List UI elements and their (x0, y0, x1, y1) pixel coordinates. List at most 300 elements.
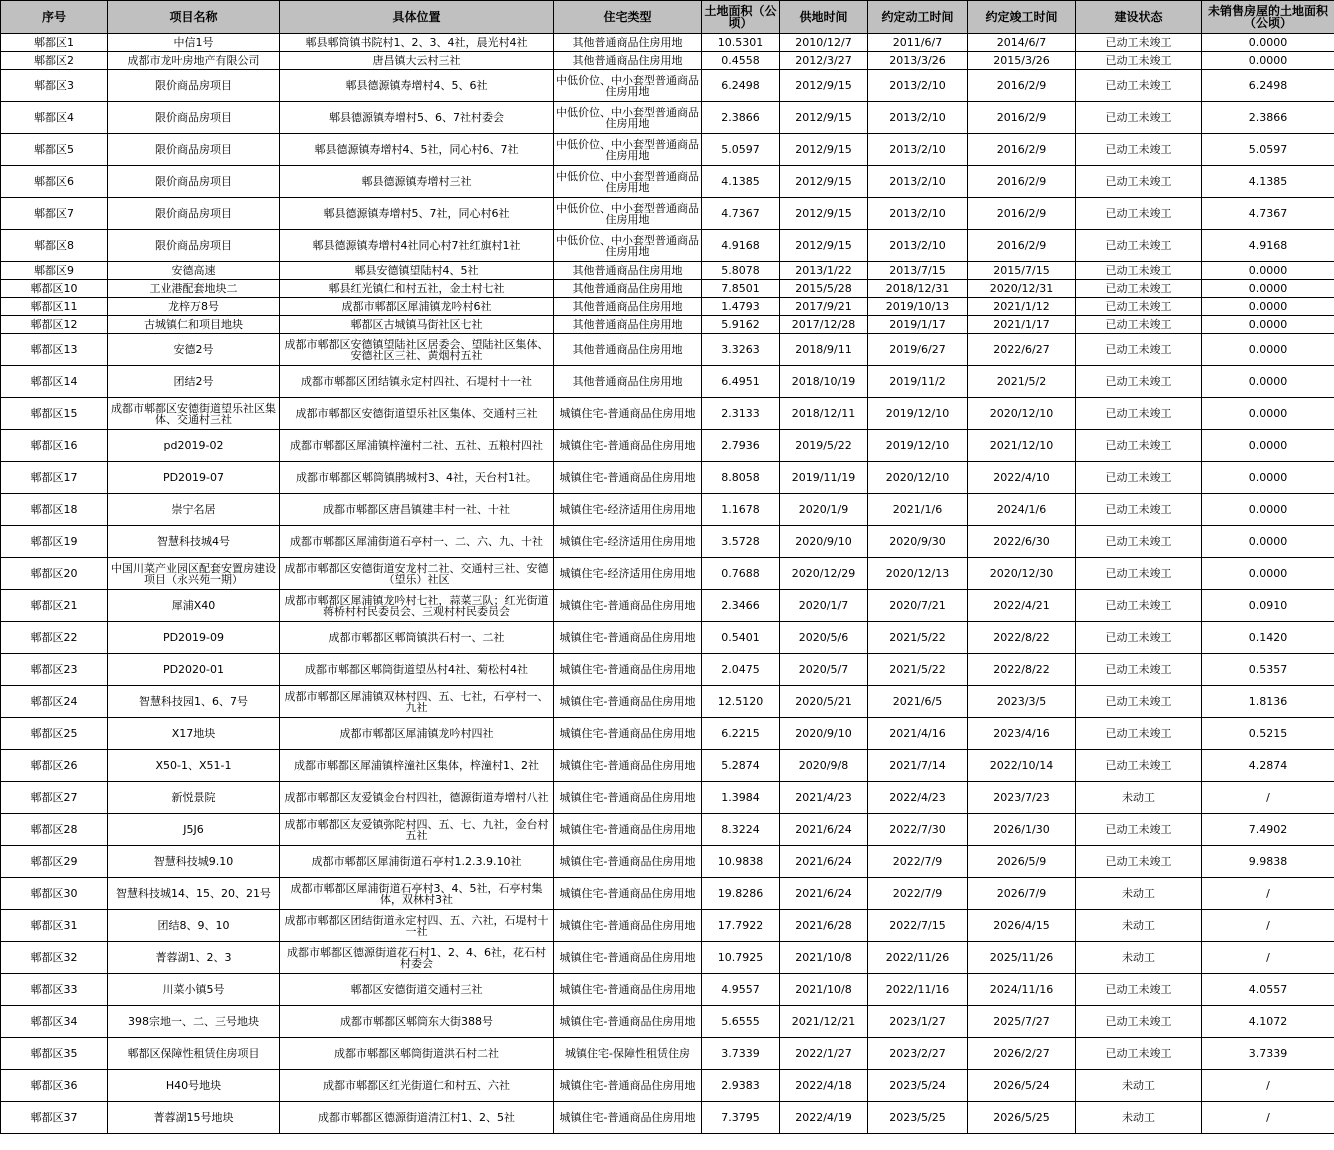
table-cell: 郫县德源镇寿增村三社 (280, 166, 554, 198)
header-cell: 约定竣工时间 (968, 1, 1076, 34)
table-cell: 中低价位、中小套型普通商品住房用地 (554, 134, 702, 166)
table-row (1, 942, 1334, 974)
table-cell: 郫都区2 (1, 52, 108, 70)
table-cell: 2013/1/22 (780, 262, 868, 280)
table-cell: 古城镇仁和项目地块 (108, 316, 280, 334)
table-cell: 2020/9/30 (868, 526, 968, 558)
table-cell: 成都市郫都区安德街道望乐社区集体、交通村三社 (280, 398, 554, 430)
table-cell: 成都市郫都区郫筒东大街388号 (280, 1006, 554, 1038)
table-cell: 限价商品房项目 (108, 70, 280, 102)
table-cell: 郫都区26 (1, 750, 108, 782)
table-row (1, 782, 1334, 814)
table-cell: 2021/6/24 (780, 814, 868, 846)
table-cell: 郫都区18 (1, 494, 108, 526)
table-cell: 郫都区21 (1, 590, 108, 622)
table-cell: 2021/4/23 (780, 782, 868, 814)
header-cell: 项目名称 (108, 1, 280, 34)
table-cell: 2013/2/10 (868, 102, 968, 134)
table-row (1, 102, 1334, 134)
table-cell: 郫都区12 (1, 316, 108, 334)
table-cell: 2019/12/10 (868, 398, 968, 430)
table-cell: 0.5357 (1202, 654, 1334, 686)
table-cell: 2021/5/22 (868, 654, 968, 686)
table-cell: 已动工未竣工 (1076, 280, 1202, 298)
table-cell: 限价商品房项目 (108, 198, 280, 230)
table-cell: 成都市郫都区安德镇望陆社区居委会、望陆社区集体、安德社区三社、黄烟村五社 (280, 334, 554, 366)
table-cell: 0.0910 (1202, 590, 1334, 622)
table-cell: 2012/9/15 (780, 166, 868, 198)
table-cell: 2020/5/7 (780, 654, 868, 686)
table-cell: 城镇住宅-普通商品住房用地 (554, 782, 702, 814)
table-cell: 安德2号 (108, 334, 280, 366)
table-row (1, 494, 1334, 526)
table-cell: 成都市郫都区犀浦镇龙吟村七社，蒜菜三队；红光街道蒋桥村村民委员会、三观村村民委员会 (280, 590, 554, 622)
table-cell: 2023/2/27 (868, 1038, 968, 1070)
table-cell: 2020/9/10 (780, 526, 868, 558)
table-cell: 成都市郫都区犀浦镇龙吟村6社 (280, 298, 554, 316)
table-cell: 10.9838 (702, 846, 780, 878)
table-cell: 2017/12/28 (780, 316, 868, 334)
table-cell: 成都市郫都区团结街道永定村四、五、六社，石堤村十一社 (280, 910, 554, 942)
table-cell: 1.8136 (1202, 686, 1334, 718)
table-cell: 0.5215 (1202, 718, 1334, 750)
table-cell: 郫都区19 (1, 526, 108, 558)
table-cell: 已动工未竣工 (1076, 298, 1202, 316)
table-cell: 郫都区23 (1, 654, 108, 686)
table-cell: / (1202, 942, 1334, 974)
table-cell: 郫县德源镇寿增村5、6、7社村委会 (280, 102, 554, 134)
table-cell: 成都市郫都区犀浦街道石亭村1.2.3.9.10社 (280, 846, 554, 878)
table-cell: 已动工未竣工 (1076, 102, 1202, 134)
table-row (1, 262, 1334, 280)
table-cell: 2020/12/31 (968, 280, 1076, 298)
table-row (1, 134, 1334, 166)
table-cell: 已动工未竣工 (1076, 526, 1202, 558)
table-cell: 成都市郫都区郫筒街道洪石村二社 (280, 1038, 554, 1070)
table-cell: 2022/4/19 (780, 1102, 868, 1134)
table-cell: 2021/6/24 (780, 846, 868, 878)
table-cell: 龙梓万8号 (108, 298, 280, 316)
table-row (1, 878, 1334, 910)
table-cell: 成都市郫都区德源街道花石村1、2、4、6社，花石村村委会 (280, 942, 554, 974)
table-cell: 2019/10/13 (868, 298, 968, 316)
table-cell: 2015/3/26 (968, 52, 1076, 70)
table-cell: 郫县郫筒镇书院村1、2、3、4社，晨光村4社 (280, 34, 554, 52)
table-row (1, 814, 1334, 846)
table-cell: 2011/6/7 (868, 34, 968, 52)
table-cell: 2012/9/15 (780, 134, 868, 166)
table-cell: 2014/6/7 (968, 34, 1076, 52)
table-cell: 郫都区29 (1, 846, 108, 878)
table-cell: 2022/7/9 (868, 878, 968, 910)
table-cell: 0.0000 (1202, 430, 1334, 462)
table-row (1, 846, 1334, 878)
table-cell: 已动工未竣工 (1076, 494, 1202, 526)
table-cell: 已动工未竣工 (1076, 1038, 1202, 1070)
header-cell: 土地面积（公顷） (702, 1, 780, 34)
table-cell: 4.9168 (702, 230, 780, 262)
table-cell: 2.3866 (702, 102, 780, 134)
table-cell: 郫都区11 (1, 298, 108, 316)
table-cell: 2021/10/8 (780, 974, 868, 1006)
table-cell: 未动工 (1076, 782, 1202, 814)
table-cell: 智慧科技园1、6、7号 (108, 686, 280, 718)
table-cell: 5.6555 (702, 1006, 780, 1038)
table-cell: 7.8501 (702, 280, 780, 298)
table-cell: 1.3984 (702, 782, 780, 814)
table-row (1, 430, 1334, 462)
table-cell: 2023/7/23 (968, 782, 1076, 814)
table-cell: 已动工未竣工 (1076, 398, 1202, 430)
table-cell: 2021/1/12 (968, 298, 1076, 316)
table-row (1, 590, 1334, 622)
table-cell: pd2019-02 (108, 430, 280, 462)
table-cell: 已动工未竣工 (1076, 166, 1202, 198)
table-cell: 3.3263 (702, 334, 780, 366)
table-row (1, 398, 1334, 430)
table-cell: 2013/2/10 (868, 230, 968, 262)
table-row (1, 298, 1334, 316)
table-cell: 2016/2/9 (968, 166, 1076, 198)
table-cell: 成都市郫都区唐昌镇建丰村一社、十社 (280, 494, 554, 526)
table-cell: 2021/7/14 (868, 750, 968, 782)
table-cell: 郫都区古城镇马街社区七社 (280, 316, 554, 334)
table-cell: 2018/9/11 (780, 334, 868, 366)
table-cell: 5.8078 (702, 262, 780, 280)
table-cell: 2021/6/5 (868, 686, 968, 718)
table-cell: 0.0000 (1202, 298, 1334, 316)
table-cell: 2023/5/24 (868, 1070, 968, 1102)
table-cell: 6.4951 (702, 366, 780, 398)
table-cell: X50-1、X51-1 (108, 750, 280, 782)
table-cell: 郫都区31 (1, 910, 108, 942)
table-cell: 3.5728 (702, 526, 780, 558)
table-cell: 郫都区安德街道交通村三社 (280, 974, 554, 1006)
header-cell: 未销售房屋的土地面积（公顷） (1202, 1, 1334, 34)
table-cell: 中低价位、中小套型普通商品住房用地 (554, 198, 702, 230)
table-cell: 中低价位、中小套型普通商品住房用地 (554, 230, 702, 262)
table-cell: 2022/11/26 (868, 942, 968, 974)
table-cell: 已动工未竣工 (1076, 462, 1202, 494)
table-cell: 4.9168 (1202, 230, 1334, 262)
table-cell: 2021/6/24 (780, 878, 868, 910)
table-row (1, 558, 1334, 590)
table-cell: 城镇住宅-普通商品住房用地 (554, 1006, 702, 1038)
table-cell: 郫县德源镇寿增村5、7社，同心村6社 (280, 198, 554, 230)
header-cell: 建设状态 (1076, 1, 1202, 34)
table-row (1, 198, 1334, 230)
table-cell: 郫都区7 (1, 198, 108, 230)
table-cell: 6.2498 (1202, 70, 1334, 102)
table-cell: 城镇住宅-经济适用住房用地 (554, 494, 702, 526)
table-cell: 2013/2/10 (868, 134, 968, 166)
table-cell: 其他普通商品住房用地 (554, 34, 702, 52)
table-cell: 郫县德源镇寿增村4、5、6社 (280, 70, 554, 102)
table-cell: 郫都区20 (1, 558, 108, 590)
table-cell: 成都市郫都区犀浦街道石亭村3、4、5社，石亭村集体，双林村3社 (280, 878, 554, 910)
table-cell: 菁蓉湖1、2、3 (108, 942, 280, 974)
table-cell: 4.1385 (1202, 166, 1334, 198)
table-cell: 郫县安德镇望陆村4、5社 (280, 262, 554, 280)
table-cell: 智慧科技城4号 (108, 526, 280, 558)
table-cell: 2013/2/10 (868, 70, 968, 102)
table-cell: 4.1072 (1202, 1006, 1334, 1038)
table-cell: 郫都区35 (1, 1038, 108, 1070)
table-cell: H40号地块 (108, 1070, 280, 1102)
table-cell: 城镇住宅-普通商品住房用地 (554, 1070, 702, 1102)
table-row (1, 1102, 1334, 1134)
table-cell: 团结8、9、10 (108, 910, 280, 942)
table-cell: 城镇住宅-普通商品住房用地 (554, 1102, 702, 1134)
table-cell: 10.5301 (702, 34, 780, 52)
table-cell: 2024/11/16 (968, 974, 1076, 1006)
table-cell: 2021/1/6 (868, 494, 968, 526)
table-cell: 5.9162 (702, 316, 780, 334)
table-row (1, 974, 1334, 1006)
table-cell: 已动工未竣工 (1076, 718, 1202, 750)
table-cell: 郫都区17 (1, 462, 108, 494)
table-cell: 工业港配套地块二 (108, 280, 280, 298)
table-cell: 成都市郫都区友爱镇弥陀村四、五、七、九社，金台村五社 (280, 814, 554, 846)
table-cell: 其他普通商品住房用地 (554, 334, 702, 366)
table-cell: 2020/12/29 (780, 558, 868, 590)
table-cell: 2018/10/19 (780, 366, 868, 398)
table-cell: 398宗地一、二、三号地块 (108, 1006, 280, 1038)
table-cell: 城镇住宅-经济适用住房用地 (554, 558, 702, 590)
table-cell: 郫都区13 (1, 334, 108, 366)
table-cell: 2016/2/9 (968, 102, 1076, 134)
table-cell: 已动工未竣工 (1076, 316, 1202, 334)
table-cell: 其他普通商品住房用地 (554, 316, 702, 334)
table-cell: 团结2号 (108, 366, 280, 398)
table-cell: 8.3224 (702, 814, 780, 846)
table-cell: 成都市郫都区德源街道清江村1、2、5社 (280, 1102, 554, 1134)
table-cell: 郫都区32 (1, 942, 108, 974)
table-cell: 6.2215 (702, 718, 780, 750)
table-cell: 已动工未竣工 (1076, 622, 1202, 654)
table-cell: 已动工未竣工 (1076, 654, 1202, 686)
table-row (1, 622, 1334, 654)
table-cell: / (1202, 1070, 1334, 1102)
table-cell: 已动工未竣工 (1076, 686, 1202, 718)
table-cell: 2012/9/15 (780, 70, 868, 102)
table-cell: 城镇住宅-普通商品住房用地 (554, 878, 702, 910)
table-cell: 2019/1/17 (868, 316, 968, 334)
table-cell: 0.4558 (702, 52, 780, 70)
table-cell: 新悦景院 (108, 782, 280, 814)
table-cell: X17地块 (108, 718, 280, 750)
table-cell: 2021/5/2 (968, 366, 1076, 398)
table-cell: 9.9838 (1202, 846, 1334, 878)
table-body (1, 34, 1334, 1134)
table-cell: 2022/4/10 (968, 462, 1076, 494)
table-cell: 已动工未竣工 (1076, 430, 1202, 462)
table-cell: 2016/2/9 (968, 230, 1076, 262)
table-cell: 10.7925 (702, 942, 780, 974)
table-cell: 3.7339 (1202, 1038, 1334, 1070)
table-cell: / (1202, 782, 1334, 814)
table-cell: 2026/5/24 (968, 1070, 1076, 1102)
table-cell: 已动工未竣工 (1076, 750, 1202, 782)
header-row (1, 1, 1334, 34)
header-cell: 住宅类型 (554, 1, 702, 34)
table-cell: 城镇住宅-普通商品住房用地 (554, 430, 702, 462)
table-cell: 4.1385 (702, 166, 780, 198)
table-cell: 2.3466 (702, 590, 780, 622)
table-cell: 2012/3/27 (780, 52, 868, 70)
table-cell: 成都市郫都区犀浦镇龙吟村四社 (280, 718, 554, 750)
table-cell: 7.4902 (1202, 814, 1334, 846)
table-cell: 1.1678 (702, 494, 780, 526)
table-cell: 郫都区6 (1, 166, 108, 198)
table-cell: 城镇住宅-普通商品住房用地 (554, 622, 702, 654)
table-cell: 已动工未竣工 (1076, 230, 1202, 262)
table-cell: 已动工未竣工 (1076, 262, 1202, 280)
table-cell: 2022/7/30 (868, 814, 968, 846)
table-cell: 成都市郫都区犀浦镇梓潼村二社、五社、五粮村四社 (280, 430, 554, 462)
table-cell: 6.2498 (702, 70, 780, 102)
table-cell: 中低价位、中小套型普通商品住房用地 (554, 102, 702, 134)
table-cell: 已动工未竣工 (1076, 334, 1202, 366)
table-cell: 郫县德源镇寿增村4、5社，同心村6、7社 (280, 134, 554, 166)
table-cell: 2015/7/15 (968, 262, 1076, 280)
table-cell: 0.0000 (1202, 526, 1334, 558)
table-cell: 未动工 (1076, 1070, 1202, 1102)
table-cell: 限价商品房项目 (108, 230, 280, 262)
table-cell: 2023/1/27 (868, 1006, 968, 1038)
table-cell: 郫都区9 (1, 262, 108, 280)
table-row (1, 686, 1334, 718)
table-cell: 郫都区33 (1, 974, 108, 1006)
table-cell: 成都市郫都区犀浦街道石亭村一、二、六、九、十社 (280, 526, 554, 558)
table-cell: 2017/9/21 (780, 298, 868, 316)
table-cell: 城镇住宅-经济适用住房用地 (554, 526, 702, 558)
table-cell: 成都市郫都区友爱镇金台村四社，德源街道寿增村八社 (280, 782, 554, 814)
table-cell: 2021/5/22 (868, 622, 968, 654)
table-cell: 城镇住宅-普通商品住房用地 (554, 814, 702, 846)
table-cell: 未动工 (1076, 910, 1202, 942)
table-row (1, 166, 1334, 198)
table-cell: 郫都区22 (1, 622, 108, 654)
table-row (1, 718, 1334, 750)
table-cell: 已动工未竣工 (1076, 134, 1202, 166)
table-cell: 限价商品房项目 (108, 134, 280, 166)
table-cell: 2022/6/30 (968, 526, 1076, 558)
table-cell: 0.0000 (1202, 558, 1334, 590)
table-cell: 已动工未竣工 (1076, 974, 1202, 1006)
table-cell: 2026/5/25 (968, 1102, 1076, 1134)
table-cell: 2013/3/26 (868, 52, 968, 70)
table-cell: 城镇住宅-普通商品住房用地 (554, 910, 702, 942)
table-cell: 成都市龙叶房地产有限公司 (108, 52, 280, 70)
table-cell: 成都市郫都区红光街道仁和村五、六社 (280, 1070, 554, 1102)
table-cell: 0.7688 (702, 558, 780, 590)
table-cell: 郫都区10 (1, 280, 108, 298)
table-cell: PD2019-07 (108, 462, 280, 494)
table-cell: 郫都区27 (1, 782, 108, 814)
table-row (1, 462, 1334, 494)
table-cell: 成都市郫都区团结镇永定村四社、石堤村十一社 (280, 366, 554, 398)
table-row (1, 34, 1334, 52)
table-cell: 2026/2/27 (968, 1038, 1076, 1070)
table-cell: 2021/10/8 (780, 942, 868, 974)
table-cell: 2020/5/6 (780, 622, 868, 654)
table-cell: 已动工未竣工 (1076, 34, 1202, 52)
table-cell: 未动工 (1076, 1102, 1202, 1134)
table-cell: 2021/12/10 (968, 430, 1076, 462)
table-cell: 2020/5/21 (780, 686, 868, 718)
table-cell: 未动工 (1076, 878, 1202, 910)
table-cell: 0.5401 (702, 622, 780, 654)
table-row (1, 334, 1334, 366)
table-cell: 郫都区30 (1, 878, 108, 910)
table-cell: 2022/11/16 (868, 974, 968, 1006)
table-cell: 0.0000 (1202, 462, 1334, 494)
table-cell: 17.7922 (702, 910, 780, 942)
table-cell: 0.0000 (1202, 398, 1334, 430)
table-cell: PD2019-09 (108, 622, 280, 654)
table-cell: 郫都区16 (1, 430, 108, 462)
table-cell: 郫都区保障性租赁住房项目 (108, 1038, 280, 1070)
table-cell: 2.9383 (702, 1070, 780, 1102)
header-cell: 供地时间 (780, 1, 868, 34)
table-cell: 2020/12/10 (868, 462, 968, 494)
table-cell: 4.0557 (1202, 974, 1334, 1006)
table-cell: 城镇住宅-普通商品住房用地 (554, 942, 702, 974)
table-cell: 2020/12/10 (968, 398, 1076, 430)
table-row (1, 654, 1334, 686)
table-cell: 城镇住宅-普通商品住房用地 (554, 718, 702, 750)
table-cell: 城镇住宅-普通商品住房用地 (554, 654, 702, 686)
table-cell: 2012/9/15 (780, 198, 868, 230)
table-cell: 2013/2/10 (868, 166, 968, 198)
table-cell: 2019/11/19 (780, 462, 868, 494)
table-cell: 成都市郫都区犀浦镇双林村四、五、七社，石亭村一、九社 (280, 686, 554, 718)
table-row (1, 1006, 1334, 1038)
table-cell: 2022/4/18 (780, 1070, 868, 1102)
table-cell: 0.0000 (1202, 494, 1334, 526)
table-cell: 8.8058 (702, 462, 780, 494)
table-cell: 3.7339 (702, 1038, 780, 1070)
table-cell: 2023/4/16 (968, 718, 1076, 750)
table-cell: 已动工未竣工 (1076, 366, 1202, 398)
table-row (1, 910, 1334, 942)
table-cell: J5J6 (108, 814, 280, 846)
table-cell: 成都市郫都区郫筒镇洪石村一、二社 (280, 622, 554, 654)
table-cell: 2024/1/6 (968, 494, 1076, 526)
table-cell: 2026/5/9 (968, 846, 1076, 878)
table-cell: 2013/2/10 (868, 198, 968, 230)
header-cell: 序号 (1, 1, 108, 34)
table-row (1, 1038, 1334, 1070)
table-cell: 2022/7/15 (868, 910, 968, 942)
table-cell: 城镇住宅-保障性租赁住房 (554, 1038, 702, 1070)
table-cell: 郫都区5 (1, 134, 108, 166)
table-cell: 5.0597 (1202, 134, 1334, 166)
table-cell: 2.3866 (1202, 102, 1334, 134)
table-cell: 0.0000 (1202, 366, 1334, 398)
table-cell: 0.0000 (1202, 52, 1334, 70)
table-cell: 2025/7/27 (968, 1006, 1076, 1038)
table-cell: 成都市郫都区犀浦镇梓潼社区集体，梓潼村1、2社 (280, 750, 554, 782)
table-cell: 2.7936 (702, 430, 780, 462)
table-cell: 已动工未竣工 (1076, 814, 1202, 846)
table-cell: 2016/2/9 (968, 198, 1076, 230)
table-cell: 智慧科技城9.10 (108, 846, 280, 878)
table-cell: 其他普通商品住房用地 (554, 366, 702, 398)
table-cell: 2019/5/22 (780, 430, 868, 462)
table-cell: 2016/2/9 (968, 70, 1076, 102)
